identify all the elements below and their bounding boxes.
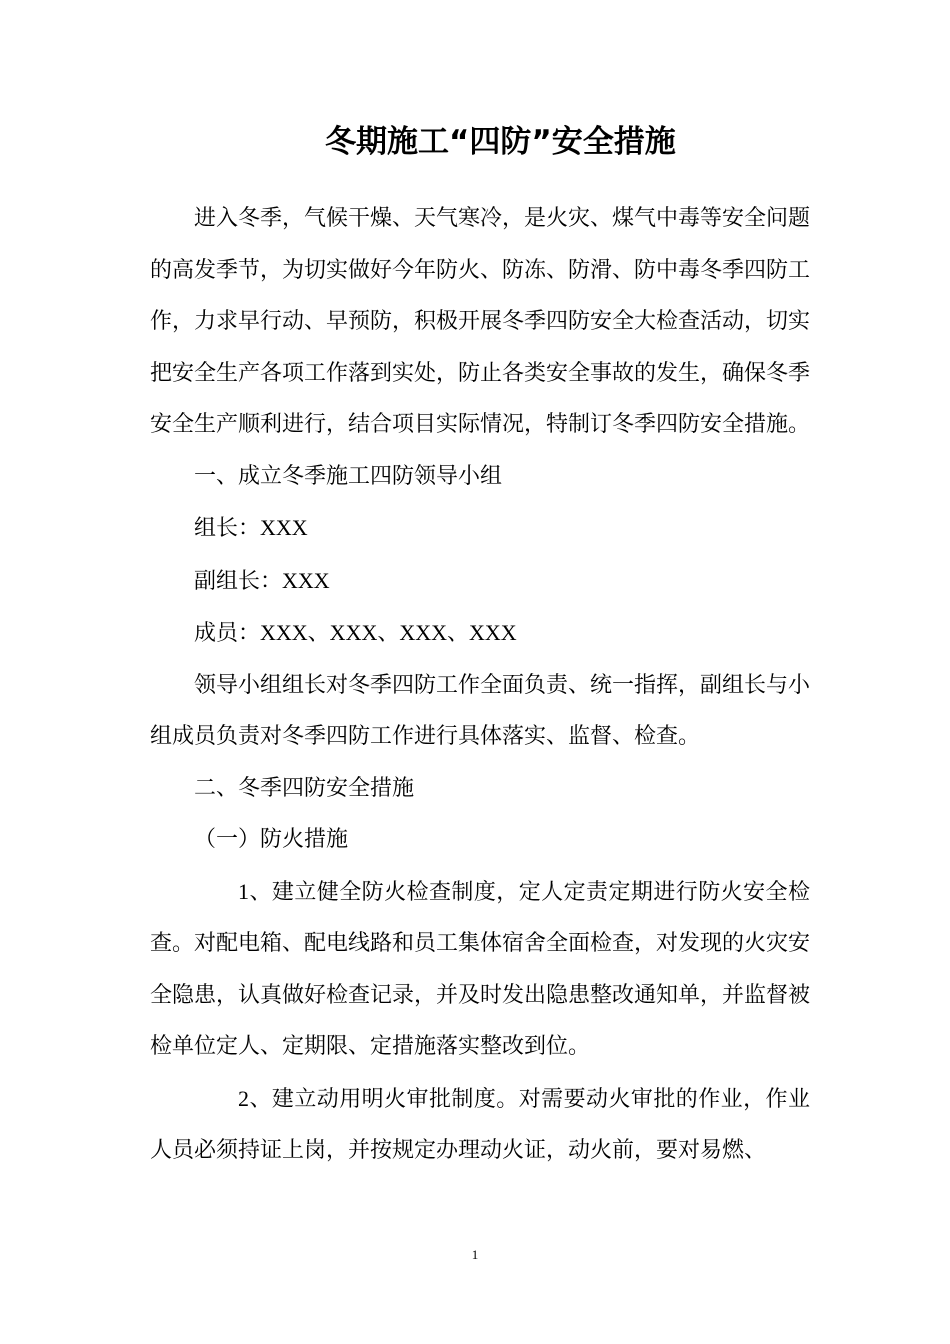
page-number: 1 — [471, 1247, 479, 1262]
document-title: 冬期施工“四防”安全措施 — [325, 124, 676, 160]
group-duty-paragraph: 领导小组组长对冬季四防工作全面负责、统一指挥，副组长与小组成员负责对冬季四防工作进行具体落实、监督、检查。 — [150, 672, 811, 749]
item1-number: 1、 — [238, 878, 272, 904]
subsection1-heading: （一）防火措施 — [194, 827, 349, 852]
leader-label: 组长： — [194, 516, 261, 541]
item1-paragraph — [150, 866, 810, 1073]
intro-paragraph: 进入冬季，气候干燥、天气寒冷，是火灾、煤气中毒等安全问题的高发季节，为切实做好今年防火、防冻、防滑、防中毒冬季四防工作，力求早行动、早预防，积极开展冬季四防安全大检查活动，切实把安全生产各项工作落到实处，防止各类安全事故的发生，确保冬季安全生产顺利进行，结合项目实际情况，特制订冬季四防安全措施。 — [150, 206, 811, 437]
members-line — [150, 607, 810, 660]
document-body — [150, 193, 810, 1177]
deputy-value: XXX — [282, 567, 330, 593]
item2-text: 建立动用明火审批制度。对需要动火审批的作业，作业人员必须持证上岗，并按规定办理动火证，动火前，要对易燃、 — [150, 1086, 810, 1163]
deputy-line — [150, 555, 810, 608]
members-label: 成员： — [194, 621, 261, 646]
section1-heading: 一、成立冬季施工四防领导小组 — [194, 463, 503, 489]
leader-value: XXX — [260, 515, 308, 540]
leader-line — [150, 502, 810, 555]
deputy-label: 副组长： — [194, 568, 283, 594]
item1-text: 建立健全防火检查制度，定人定责定期进行防火安全检查。对配电箱、配电线路和员工集体宿舍全面检查，对发现的火灾安全隐患，认真做好检查记录，并及时发出隐患整改通知单，并监督被检单位定人、定期限、定措施落实整改到位。 — [150, 879, 811, 1059]
title-container — [0, 118, 950, 168]
item2-paragraph — [150, 1073, 810, 1177]
members-value: XXX、XXX、XXX、XXX — [260, 620, 517, 645]
item2-number: 2、 — [238, 1085, 272, 1111]
section2-heading: 二、冬季四防安全措施 — [194, 775, 415, 801]
